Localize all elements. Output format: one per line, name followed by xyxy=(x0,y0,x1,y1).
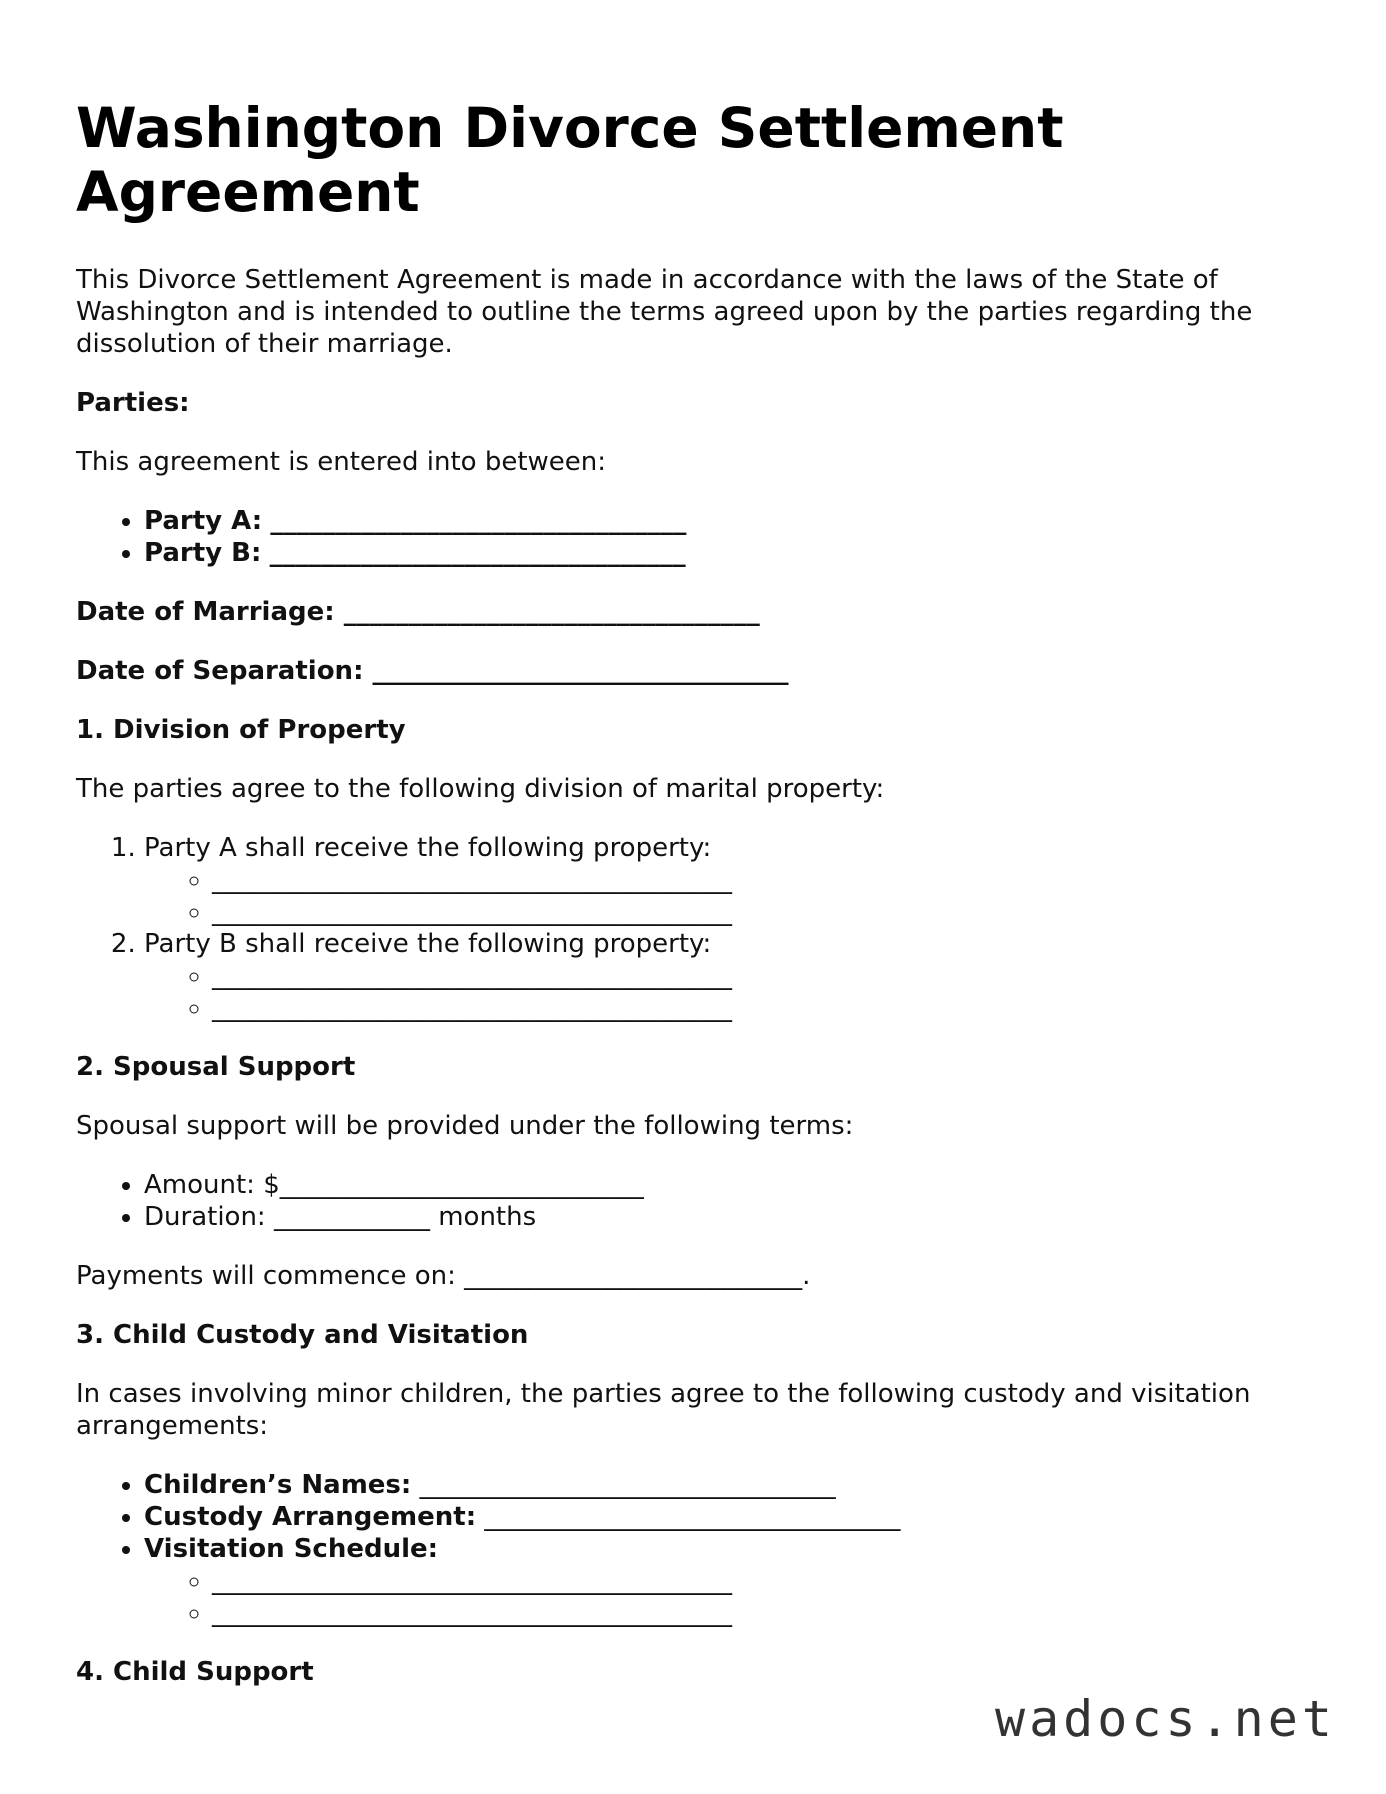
visitation-schedule-label: Visitation Schedule: xyxy=(144,1534,439,1564)
date-of-separation-blank: ________________________________ xyxy=(372,656,789,686)
watermark: wadocs.net xyxy=(994,1690,1336,1748)
section3-heading: 3. Child Custody and Visitation xyxy=(76,1320,529,1350)
section2-heading: 2. Spousal Support xyxy=(76,1052,356,1082)
section4-heading: 4. Child Support xyxy=(76,1657,314,1687)
section2-text: Spousal support will be provided under the following terms: xyxy=(76,1111,854,1141)
custody-list xyxy=(76,1469,1326,1629)
list-item: • Amount: $____________________________ xyxy=(144,1169,1326,1201)
list-item: ◦ ________________________________________ xyxy=(212,960,1326,992)
section1-text: The parties agree to the following division of marital property: xyxy=(76,774,885,804)
party-b-label: Party B: xyxy=(144,538,262,568)
parties-heading: Parties: xyxy=(76,388,190,418)
party-a-blank: ________________________________ xyxy=(270,506,687,536)
list-item xyxy=(144,537,1326,569)
section3-text: In cases involving minor children, the parties agree to the following custody and visitation arrangements: xyxy=(76,1379,1251,1441)
list-item xyxy=(144,1501,1326,1533)
custody-arrangement-label: Custody Arrangement: xyxy=(144,1502,477,1532)
date-of-separation-label: Date of Separation: xyxy=(76,656,364,686)
party-b-blank: ________________________________ xyxy=(269,538,686,568)
intro-paragraph: This Divorce Settlement Agreement is made in accordance with the laws of the State of Washington and is intended to outline the terms agreed upon by the parties regarding the dissolution of their marriage. xyxy=(76,265,1253,359)
visitation-blanks xyxy=(144,1565,1326,1629)
list-item xyxy=(144,1469,1326,1501)
parties-list xyxy=(76,505,1326,569)
list-item: ◦ ________________________________________ xyxy=(212,992,1326,1024)
section1-heading: 1. Division of Property xyxy=(76,715,406,745)
children-names-label: Children’s Names: xyxy=(144,1470,412,1500)
date-of-marriage-line xyxy=(76,596,1326,628)
children-names-blank: ________________________________ xyxy=(419,1470,836,1500)
list-item: ◦ ________________________________________ xyxy=(212,896,1326,928)
party-b-property-label: Party B shall receive the following property: xyxy=(144,929,712,959)
party-b-property-blanks xyxy=(144,960,1326,1024)
list-item: ◦ ________________________________________ xyxy=(212,1597,1326,1629)
page-title: Washington Divorce Settlement Agreement xyxy=(76,96,1064,224)
list-item xyxy=(144,832,1326,928)
list-item: ◦ ________________________________________ xyxy=(212,1565,1326,1597)
date-of-marriage-label: Date of Marriage: xyxy=(76,597,335,627)
property-list xyxy=(76,832,1326,1024)
list-item xyxy=(144,928,1326,1024)
custody-arrangement-blank: ________________________________ xyxy=(484,1502,901,1532)
document-page xyxy=(76,96,1326,1715)
list-item: ◦ ________________________________________ xyxy=(212,864,1326,896)
date-of-separation-line xyxy=(76,655,1326,687)
payments-commence: Payments will commence on: __________________________. xyxy=(76,1261,811,1291)
spousal-support-list xyxy=(76,1169,1326,1233)
party-a-label: Party A: xyxy=(144,506,263,536)
party-a-property-blanks xyxy=(144,864,1326,928)
list-item: • Duration: ____________ months xyxy=(144,1201,1326,1233)
date-of-marriage-blank: ________________________________ xyxy=(343,597,760,627)
parties-text: This agreement is entered into between: xyxy=(76,447,607,477)
list-item xyxy=(144,505,1326,537)
party-a-property-label: Party A shall receive the following property: xyxy=(144,833,712,863)
list-item xyxy=(144,1533,1326,1629)
